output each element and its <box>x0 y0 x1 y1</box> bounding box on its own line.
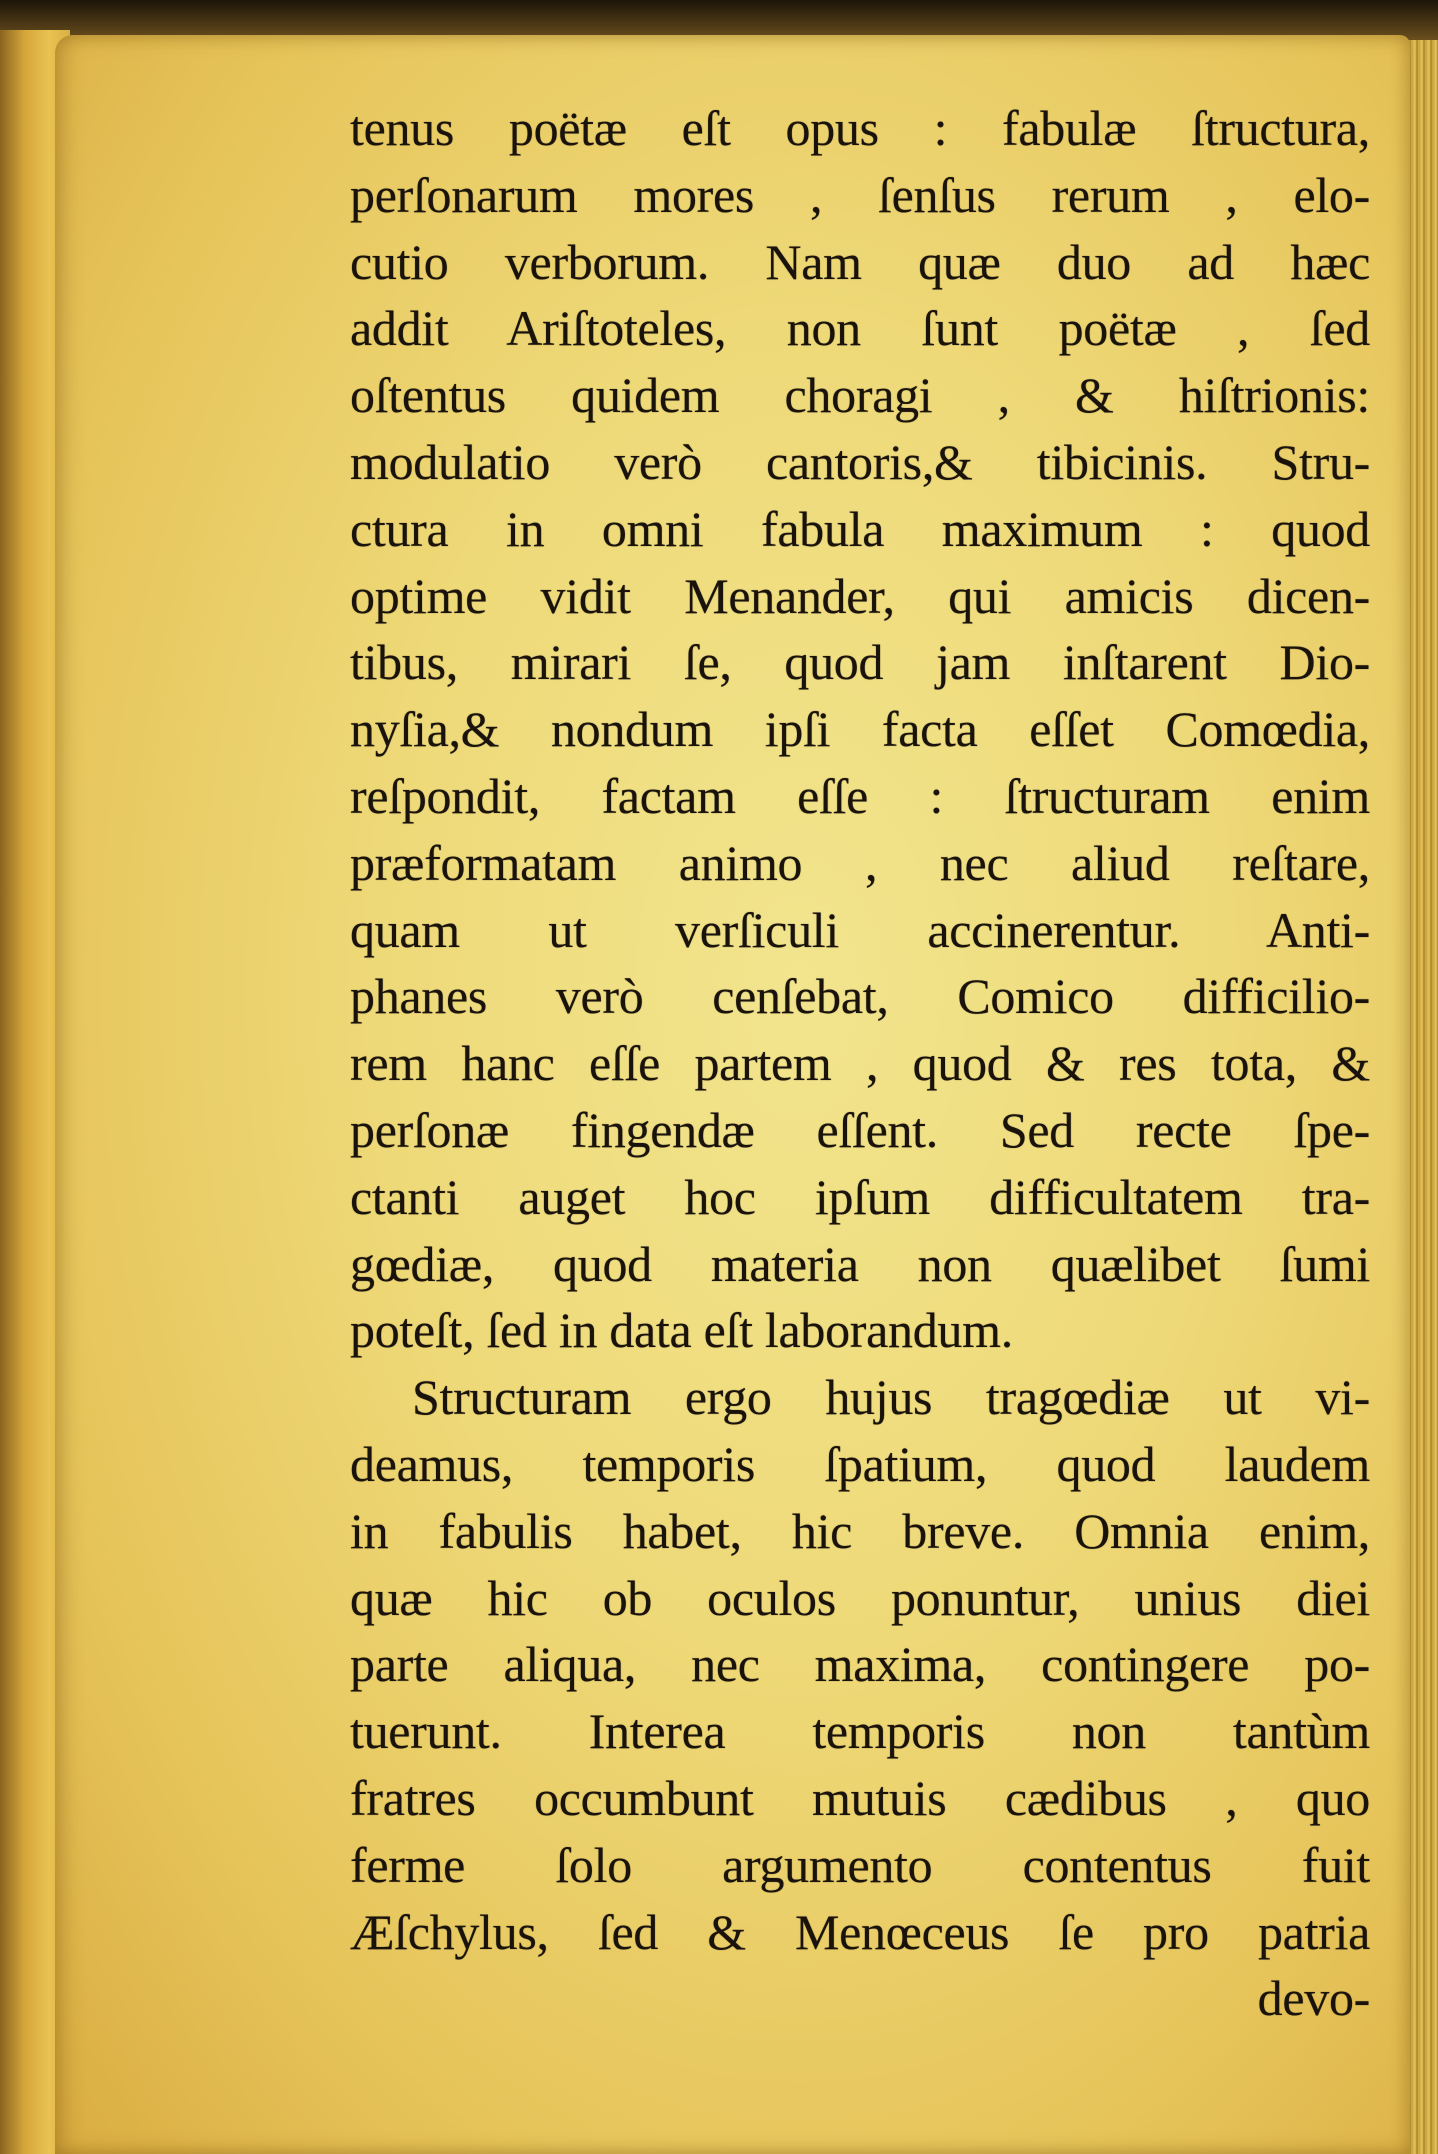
text-line: ctanti auget hoc ipſum difficultatem tra- <box>350 1168 1370 1225</box>
text-line: tenus poëtæ eſt opus : fabulæ ſtructura, <box>350 100 1370 156</box>
text-line: quæ hic ob oculos ponuntur, unius diei <box>350 1569 1370 1626</box>
text-line: cutio verborum. Nam quæ duo ad hæc <box>350 233 1370 290</box>
text-line: perſonæ fingendæ eſſent. Sed recte ſpe- <box>350 1101 1370 1158</box>
text-line: perſonarum mores , ſenſus rerum , elo- <box>350 166 1370 223</box>
text-line: in fabulis habet, hic breve. Omnia enim, <box>350 1502 1370 1559</box>
text-line: modulatio verò cantoris,& tibicinis. Stru- <box>350 433 1370 490</box>
text-line: tuerunt. Interea temporis non tantùm <box>350 1703 1370 1760</box>
page-text-block <box>350 95 1370 2032</box>
text-line: optime vidit Menander, qui amicis dicen- <box>350 567 1370 624</box>
text-line: ferme ſolo argumento contentus fuit <box>350 1836 1370 1893</box>
text-line: Æſchylus, ſed & Menœceus ſe pro patria <box>350 1903 1370 1960</box>
text-line: phanes verò cenſebat, Comico difficilio- <box>350 968 1370 1025</box>
text-line: poteſt, ſed in data eſt laborandum. <box>350 1302 1013 1359</box>
text-line: nyſia,& nondum ipſi facta eſſet Comœdia, <box>350 701 1370 758</box>
text-line: tibus, mirari ſe, quod jam inſtarent Dio- <box>350 634 1370 691</box>
text-line: addit Ariſtoteles, non ſunt poëtæ , ſed <box>350 300 1370 357</box>
text-line: reſpondit, factam eſſe : ſtructuram enim <box>350 767 1370 824</box>
text-line: parte aliqua, nec maxima, contingere po- <box>350 1636 1370 1693</box>
text-line: quam ut verſiculi accinerentur. Anti- <box>350 901 1370 958</box>
book-top-shadow <box>0 0 1438 40</box>
text-line: Structuram ergo hujus tragœdiæ ut vi- <box>412 1369 1370 1426</box>
catchword: devo- <box>1257 1970 1370 2027</box>
text-line: rem hanc eſſe partem , quod & res tota, & <box>350 1035 1370 1092</box>
text-line: oſtentus quidem choragi , & hiſtrionis: <box>350 367 1370 424</box>
text-line: præformatam animo , nec aliud reſtare, <box>350 834 1370 891</box>
text-line: gœdiæ, quod materia non quælibet ſumi <box>350 1235 1370 1292</box>
text-line: deamus, temporis ſpatium, quod laudem <box>350 1435 1370 1492</box>
text-line: ctura in omni fabula maximum : quod <box>350 500 1370 557</box>
text-line: fratres occumbunt mutuis cædibus , quo <box>350 1769 1370 1826</box>
